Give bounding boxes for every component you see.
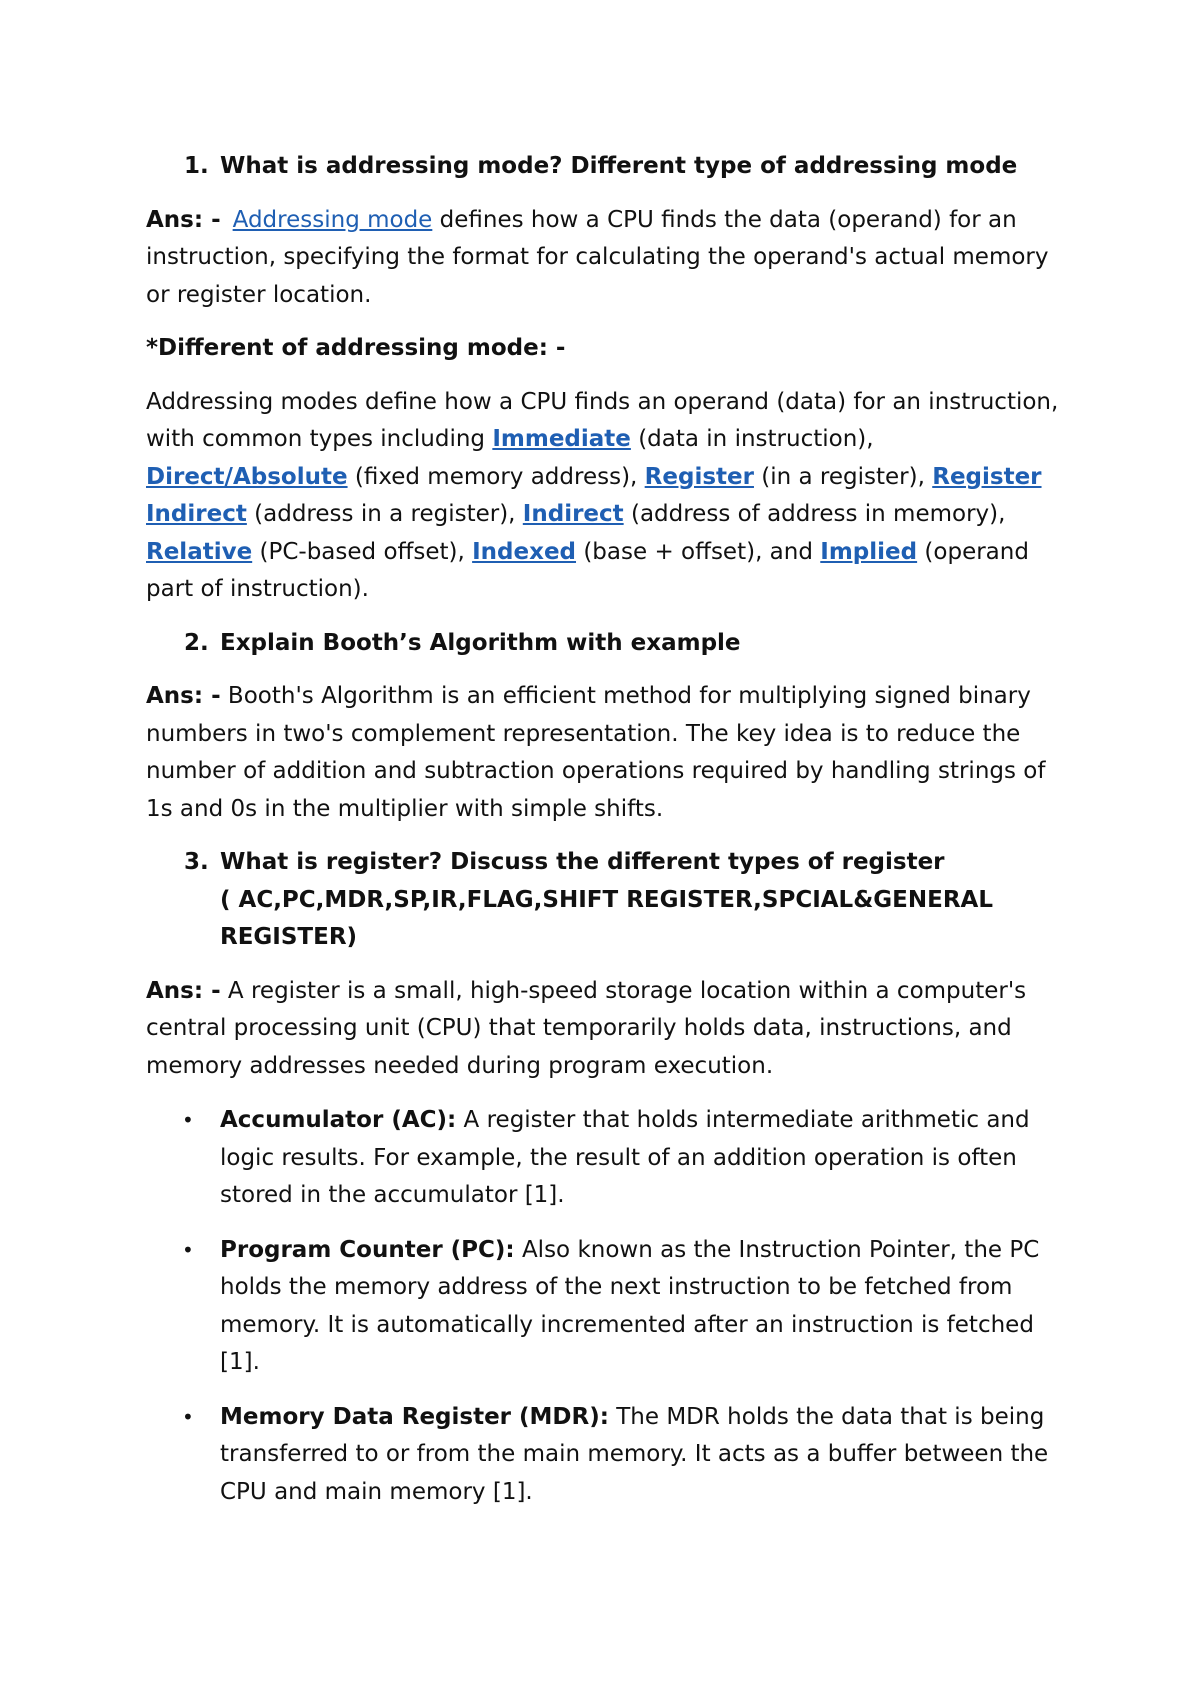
answer-text: defines how a CPU finds the data (operand) for an instruction, specifying the format for calculating the operand's actual memory or register location. xyxy=(146,206,1049,308)
type-link-relative[interactable]: Relative xyxy=(146,538,253,565)
type-link-register-indirect[interactable]: Register Indirect xyxy=(146,463,1042,527)
type-link-implied[interactable]: Implied xyxy=(820,538,918,565)
question-title xyxy=(220,844,1066,957)
bullet-text: The MDR holds the data that is being transferred to or from the main memory. It acts as a buffer between the CPU and main memory [1]. xyxy=(220,1403,1049,1505)
type-desc: (address in a register), xyxy=(246,501,523,527)
type-desc: (operand part of instruction). xyxy=(146,538,1029,602)
question-number: 1. xyxy=(184,153,209,179)
question-1-heading xyxy=(146,148,1066,186)
bullet-term: Memory Data Register (MDR): xyxy=(220,1403,609,1430)
bullet-body xyxy=(220,1102,1066,1215)
bullet-icon: • xyxy=(182,1404,194,1429)
answer-label: Ans: - xyxy=(146,683,221,709)
question-number: 3. xyxy=(184,849,209,875)
answer-text: A register is a small, high-speed storage location within a computer's central processing unit (CPU) that temporarily holds data, instructions, and memory addresses needed during program execution. xyxy=(146,977,1027,1079)
question-title: Explain Booth’s Algorithm with example xyxy=(220,629,741,656)
addressing-mode-link[interactable]: Addressing mode xyxy=(232,206,433,233)
register-bullet-pc xyxy=(146,1232,1066,1382)
types-intro: Addressing modes define how a CPU finds an operand (data) for an instruction, with common types including xyxy=(146,388,1059,452)
bullet-body xyxy=(220,1232,1066,1382)
bullet-term: Accumulator (AC): xyxy=(220,1107,457,1133)
answer-label: Ans: - xyxy=(146,977,221,1004)
answer-text: Booth's Algorithm is an efficient method for multiplying signed binary numbers in two's complement representation. The key idea is to reduce the number of addition and subtraction operations required by handling strings of 1s and 0s in the multiplier with simple shifts. xyxy=(146,683,1046,822)
answer-label: Ans: - xyxy=(146,206,221,233)
bullet-text: Also known as the Instruction Pointer, the PC holds the memory address of the next instruction to be fetched from memory. It is automatically incremented after an instruction is fetched [1]. xyxy=(220,1236,1040,1375)
register-bullet-mdr xyxy=(146,1399,1066,1512)
type-link-direct-absolute[interactable]: Direct/Absolute xyxy=(146,463,348,490)
question-3-heading xyxy=(146,844,1066,957)
type-link-indexed[interactable]: Indexed xyxy=(472,538,577,565)
bullet-icon: • xyxy=(182,1237,194,1262)
answer-3 xyxy=(146,973,1066,1086)
type-desc: (PC-based offset), xyxy=(252,538,473,565)
bullet-icon: • xyxy=(182,1108,194,1132)
bullet-body xyxy=(220,1399,1066,1512)
question-title-line2: ( AC,PC,MDR,SP,IR,FLAG,SHIFT REGISTER,SPCIAL&GENERAL REGISTER) xyxy=(220,886,993,950)
register-bullet-ac xyxy=(146,1102,1066,1215)
bullet-text: A register that holds intermediate arithmetic and logic results. For example, the result of an addition operation is often stored in the accumulator [1]. xyxy=(220,1107,1030,1208)
type-link-register[interactable]: Register xyxy=(644,463,754,490)
type-desc: (base + offset), and xyxy=(576,538,821,565)
type-desc: (address of address in memory), xyxy=(623,501,1006,527)
subheading-types: *Different of addressing mode: - xyxy=(146,335,566,361)
question-number: 2. xyxy=(184,629,209,656)
type-link-indirect[interactable]: Indirect xyxy=(522,501,624,527)
type-desc: (in a register), xyxy=(753,463,933,490)
question-2-heading xyxy=(146,625,1066,663)
document-content xyxy=(146,148,1066,1511)
question-title-line1: What is register? Discuss the different types of register xyxy=(220,849,945,875)
bullet-term: Program Counter (PC): xyxy=(220,1236,515,1263)
question-title: What is addressing mode? Different type of addressing mode xyxy=(220,153,1018,179)
type-desc: (fixed memory address), xyxy=(347,463,645,490)
answer-2 xyxy=(146,678,1066,828)
type-desc: (data in instruction), xyxy=(630,426,874,452)
answer-1 xyxy=(146,202,1066,315)
types-paragraph xyxy=(146,384,1066,609)
type-link-immediate[interactable]: Immediate xyxy=(492,426,631,452)
